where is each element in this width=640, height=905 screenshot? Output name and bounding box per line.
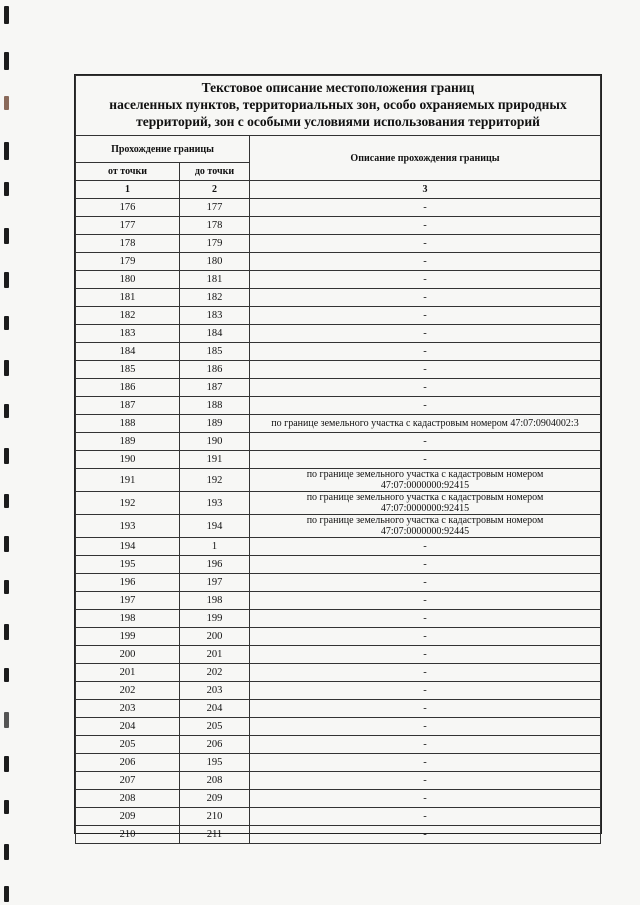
from-point-cell: 201: [76, 664, 180, 682]
table-row: [76, 307, 601, 325]
to-point-cell: 189: [180, 415, 250, 433]
description-cell: [250, 469, 601, 492]
description-text: по границе земельного участка с кадастровым номером: [306, 492, 544, 503]
from-point-cell: 185: [76, 361, 180, 379]
to-point-cell: 1: [180, 538, 250, 556]
from-point-cell: 206: [76, 754, 180, 772]
binding-mark: [4, 272, 9, 288]
from-point-cell: 187: [76, 397, 180, 415]
description-text: -: [423, 613, 427, 624]
table-row: [76, 736, 601, 754]
from-point-cell: 188: [76, 415, 180, 433]
description-text: -: [423, 292, 427, 303]
from-point-cell: 189: [76, 433, 180, 451]
binding-mark: [4, 624, 9, 640]
to-point-cell: 193: [180, 492, 250, 515]
from-point-cell: 208: [76, 790, 180, 808]
to-point-cell: 202: [180, 664, 250, 682]
binding-mark: [4, 182, 9, 196]
description-text: -: [423, 685, 427, 696]
description-cell: [250, 343, 601, 361]
binding-mark: [4, 96, 9, 110]
description-text: -: [423, 310, 427, 321]
table-row: [76, 361, 601, 379]
to-point-cell: 180: [180, 253, 250, 271]
from-point-cell: 207: [76, 772, 180, 790]
description-text: -: [423, 811, 427, 822]
binding-mark: [4, 52, 9, 70]
to-point-cell: 182: [180, 289, 250, 307]
description-text: -: [423, 202, 427, 213]
description-cell: [250, 379, 601, 397]
table-row: [76, 433, 601, 451]
description-text: -: [423, 703, 427, 714]
binding-mark: [4, 580, 9, 594]
to-point-cell: 206: [180, 736, 250, 754]
to-point-cell: 186: [180, 361, 250, 379]
table-row: [76, 538, 601, 556]
to-point-cell: 187: [180, 379, 250, 397]
to-point-cell: 199: [180, 610, 250, 628]
binding-mark: [4, 668, 9, 682]
description-text: -: [423, 667, 427, 678]
table-row: [76, 664, 601, 682]
table-row: [76, 592, 601, 610]
table-row: [76, 379, 601, 397]
to-point-cell: 196: [180, 556, 250, 574]
from-point-cell: 190: [76, 451, 180, 469]
column-number: 1: [76, 181, 180, 199]
description-cell: [250, 538, 601, 556]
table-row: [76, 754, 601, 772]
from-point-cell: 176: [76, 199, 180, 217]
cadastral-number: 47:07:0000000:92415: [380, 503, 470, 514]
table-row: [76, 718, 601, 736]
from-point-cell: 202: [76, 682, 180, 700]
from-point-cell: 200: [76, 646, 180, 664]
from-point-cell: 197: [76, 592, 180, 610]
cadastral-number: 47:07:0000000:92445: [380, 526, 470, 537]
to-point-cell: 197: [180, 574, 250, 592]
table-row: [76, 397, 601, 415]
description-cell: [250, 664, 601, 682]
table-row: [76, 451, 601, 469]
column-number: 2: [180, 181, 250, 199]
table-row: [76, 700, 601, 718]
to-point-cell: 179: [180, 235, 250, 253]
from-point-cell: 191: [76, 469, 180, 492]
description-text: -: [423, 382, 427, 393]
description-text: -: [423, 436, 427, 447]
description-cell: [250, 592, 601, 610]
description-cell: [250, 199, 601, 217]
table-row: [76, 415, 601, 433]
table-row: [76, 682, 601, 700]
from-point-cell: 195: [76, 556, 180, 574]
from-point-cell: 183: [76, 325, 180, 343]
description-text: -: [423, 829, 427, 840]
table-row: [76, 610, 601, 628]
table-row: [76, 289, 601, 307]
from-point-cell: 182: [76, 307, 180, 325]
from-point-cell: 186: [76, 379, 180, 397]
description-text: -: [423, 541, 427, 552]
binding-mark: [4, 886, 9, 902]
binding-mark: [4, 404, 9, 418]
description-cell: [250, 217, 601, 235]
table-row: [76, 199, 601, 217]
description-cell: [250, 718, 601, 736]
description-cell: [250, 271, 601, 289]
description-cell: [250, 628, 601, 646]
to-point-cell: 200: [180, 628, 250, 646]
table-row: [76, 325, 601, 343]
description-cell: [250, 610, 601, 628]
boundary-description-sheet: [74, 74, 602, 840]
to-point-cell: 205: [180, 718, 250, 736]
description-cell: [250, 415, 601, 433]
from-point-cell: 210: [76, 826, 180, 844]
from-point-cell: 203: [76, 700, 180, 718]
to-point-cell: 210: [180, 808, 250, 826]
table-row: [76, 515, 601, 538]
column-number: 3: [250, 181, 601, 199]
to-point-cell: 192: [180, 469, 250, 492]
description-cell: [250, 646, 601, 664]
description-text: -: [423, 364, 427, 375]
to-point-header: до точки: [180, 163, 250, 181]
description-text: -: [423, 757, 427, 768]
to-point-cell: 184: [180, 325, 250, 343]
boundary-table: [75, 75, 601, 844]
description-text: -: [423, 238, 427, 249]
description-cell: [250, 556, 601, 574]
description-text: -: [423, 793, 427, 804]
description-cell: [250, 397, 601, 415]
description-cell: [250, 772, 601, 790]
description-text: -: [423, 454, 427, 465]
description-cell: [250, 361, 601, 379]
description-header: Описание прохождения границы: [250, 136, 601, 181]
binding-mark: [4, 142, 9, 160]
to-point-cell: 181: [180, 271, 250, 289]
to-point-cell: 188: [180, 397, 250, 415]
title-line: территорий, зон с особыми условиями использования территорий: [136, 114, 540, 129]
from-point-cell: 198: [76, 610, 180, 628]
description-text: -: [423, 400, 427, 411]
to-point-cell: 177: [180, 199, 250, 217]
to-point-cell: 204: [180, 700, 250, 718]
passage-header: Прохождение границы: [76, 136, 250, 163]
description-text: по границе земельного участка с кадастровым номером: [306, 515, 544, 526]
from-point-cell: 205: [76, 736, 180, 754]
to-point-cell: 183: [180, 307, 250, 325]
description-text: -: [423, 220, 427, 231]
binding-mark: [4, 316, 9, 330]
binding-mark: [4, 536, 9, 552]
from-point-cell: 193: [76, 515, 180, 538]
table-row: [76, 492, 601, 515]
from-point-cell: 196: [76, 574, 180, 592]
description-cell: [250, 307, 601, 325]
to-point-cell: 203: [180, 682, 250, 700]
description-text: -: [423, 595, 427, 606]
description-cell: [250, 289, 601, 307]
description-text: -: [423, 256, 427, 267]
to-point-cell: 198: [180, 592, 250, 610]
description-cell: [250, 253, 601, 271]
table-row: [76, 790, 601, 808]
binding-mark: [4, 360, 9, 376]
binding-mark: [4, 494, 9, 508]
from-point-cell: 194: [76, 538, 180, 556]
from-point-cell: 181: [76, 289, 180, 307]
table-row: [76, 826, 601, 844]
from-point-cell: 180: [76, 271, 180, 289]
to-point-cell: 194: [180, 515, 250, 538]
description-text: -: [423, 577, 427, 588]
description-text: -: [423, 631, 427, 642]
binding-mark: [4, 448, 9, 464]
description-cell: [250, 433, 601, 451]
document-title: [76, 76, 601, 136]
description-cell: [250, 451, 601, 469]
description-cell: [250, 515, 601, 538]
description-text: -: [423, 721, 427, 732]
from-point-cell: 184: [76, 343, 180, 361]
to-point-cell: 185: [180, 343, 250, 361]
description-cell: [250, 808, 601, 826]
from-point-cell: 199: [76, 628, 180, 646]
binding-mark: [4, 6, 9, 24]
from-point-cell: 178: [76, 235, 180, 253]
description-cell: [250, 700, 601, 718]
from-point-header: от точки: [76, 163, 180, 181]
table-row: [76, 253, 601, 271]
table-row: [76, 808, 601, 826]
binding-mark: [4, 800, 9, 814]
table-row: [76, 217, 601, 235]
to-point-cell: 195: [180, 754, 250, 772]
table-row: [76, 343, 601, 361]
table-row: [76, 235, 601, 253]
description-text: -: [423, 346, 427, 357]
description-text: -: [423, 739, 427, 750]
description-cell: [250, 682, 601, 700]
description-cell: [250, 736, 601, 754]
to-point-cell: 190: [180, 433, 250, 451]
title-line: населенных пунктов, территориальных зон, особо охраняемых природных: [109, 97, 567, 112]
description-cell: [250, 826, 601, 844]
description-cell: [250, 754, 601, 772]
binding-mark: [4, 756, 9, 772]
description-cell: [250, 325, 601, 343]
table-row: [76, 772, 601, 790]
description-cell: [250, 790, 601, 808]
from-point-cell: 209: [76, 808, 180, 826]
to-point-cell: 178: [180, 217, 250, 235]
description-text: -: [423, 775, 427, 786]
table-row: [76, 556, 601, 574]
from-point-cell: 192: [76, 492, 180, 515]
to-point-cell: 208: [180, 772, 250, 790]
table-row: [76, 469, 601, 492]
description-text: -: [423, 559, 427, 570]
description-cell: [250, 574, 601, 592]
table-row: [76, 574, 601, 592]
to-point-cell: 191: [180, 451, 250, 469]
from-point-cell: 204: [76, 718, 180, 736]
title-line: Текстовое описание местоположения границ: [201, 80, 475, 95]
description-text: -: [423, 274, 427, 285]
table-row: [76, 646, 601, 664]
binding-mark: [4, 844, 9, 860]
description-text: -: [423, 649, 427, 660]
to-point-cell: 201: [180, 646, 250, 664]
to-point-cell: 211: [180, 826, 250, 844]
binding-mark: [4, 712, 9, 728]
table-row: [76, 271, 601, 289]
to-point-cell: 209: [180, 790, 250, 808]
description-text: по границе земельного участка с кадастровым номером: [306, 469, 544, 480]
description-cell: [250, 235, 601, 253]
table-row: [76, 628, 601, 646]
description-cell: [250, 492, 601, 515]
description-text: -: [423, 328, 427, 339]
description-text: по границе земельного участка с кадастровым номером 47:07:0904002:3: [271, 418, 579, 429]
from-point-cell: 179: [76, 253, 180, 271]
from-point-cell: 177: [76, 217, 180, 235]
binding-mark: [4, 228, 9, 244]
cadastral-number: 47:07:0000000:92415: [380, 480, 470, 491]
